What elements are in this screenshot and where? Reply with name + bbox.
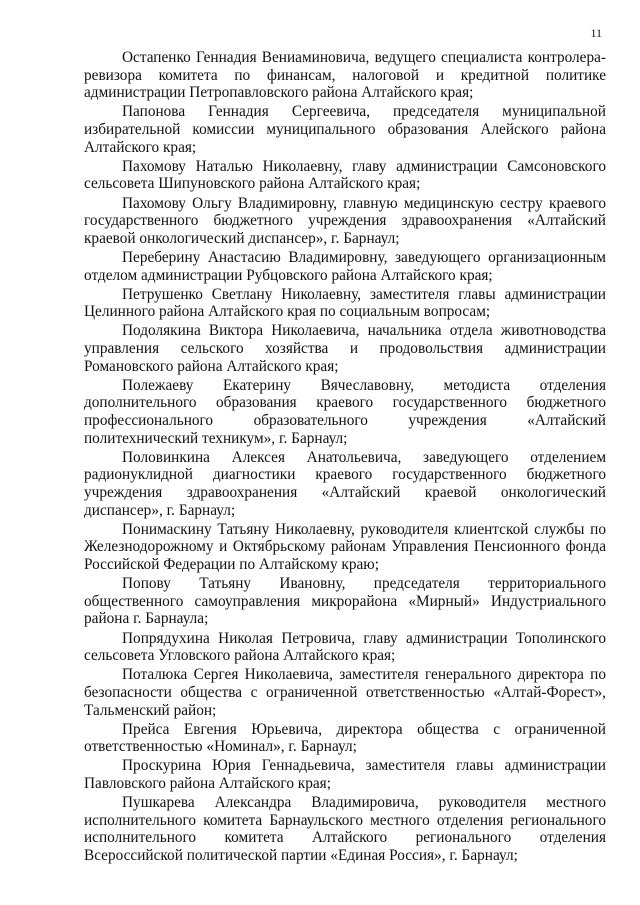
awardee-list <box>84 49 606 865</box>
list-item: Переберину Анастасию Владимировну, заведующего организационным отделом администрации Рубцовского района Алтайского края; <box>84 248 606 284</box>
list-item: Полежаеву Екатерину Вячеславовну, методиста отделения дополнительного образования краевого государственного бюджетного профессионального образовательного учреждения «Алтайский политехнический техникум», г. Барнаул; <box>84 376 606 447</box>
list-item: Половинкина Алексея Анатольевича, заведующего отделением радионуклидной диагностики краевого государственного бюджетного учреждения здравоохранения «Алтайский краевой онкологический диспансер», г. Барнаул; <box>84 448 606 519</box>
list-item: Поталюка Сергея Николаевича, заместителя генерального директора по безопасности общества с ограниченной ответственностью «Алтай-Форест», Тальменский район; <box>84 666 606 719</box>
list-item: Проскурина Юрия Геннадьевича, заместителя главы администрации Павловского района Алтайского края; <box>84 757 606 793</box>
list-item: Попову Татьяну Ивановну, председателя территориального общественного самоуправления микрорайона «Мирный» Индустриального района г. Барнаула; <box>84 575 606 628</box>
list-item: Попрядухина Николая Петровича, главу администрации Тополинского сельсовета Угловского района Алтайского края; <box>84 629 606 665</box>
list-item: Подолякина Виктора Николаевича, начальника отдела животноводства управления сельского хозяйства и продовольствия администрации Романовского района Алтайского края; <box>84 322 606 375</box>
list-item: Пахомову Наталью Николаевну, главу администрации Самсоновского сельсовета Шипуновского района Алтайского края; <box>84 157 606 193</box>
list-item: Прейса Евгения Юрьевича, директора общества с ограниченной ответственностью «Номинал», г. Барнаул; <box>84 720 606 756</box>
list-item: Остапенко Геннадия Вениаминовича, ведущего специалиста контролера-ревизора комитета по финансам, налоговой и кредитной политике администрации Петропавловского района Алтайского края; <box>84 49 606 102</box>
page-number: 11 <box>590 26 602 40</box>
list-item: Петрушенко Светлану Николаевну, заместителя главы администрации Целинного района Алтайского края по социальным вопросам; <box>84 285 606 321</box>
list-item: Понимаскину Татьяну Николаевну, руководителя клиентской службы по Железнодорожному и Октябрьскому районам Управления Пенсионного фонда Российской Федерации по Алтайскому краю; <box>84 520 606 573</box>
list-item: Папонова Геннадия Сергеевича, председателя муниципальной избирательной комиссии муниципального образования Алейского района Алтайского края; <box>84 103 606 156</box>
list-item: Пахомову Ольгу Владимировну, главную медицинскую сестру краевого государственного бюджетного учреждения здравоохранения «Алтайский краевой онкологический диспансер», г. Барнаул; <box>84 194 606 247</box>
list-item: Пушкарева Александра Владимировича, руководителя местного исполнительного комитета Барнаульского местного отделения регионального исполнительного комитета Алтайского регионального отделения Всероссийской политической партии «Единая Россия», г. Барнаул; <box>84 794 606 865</box>
